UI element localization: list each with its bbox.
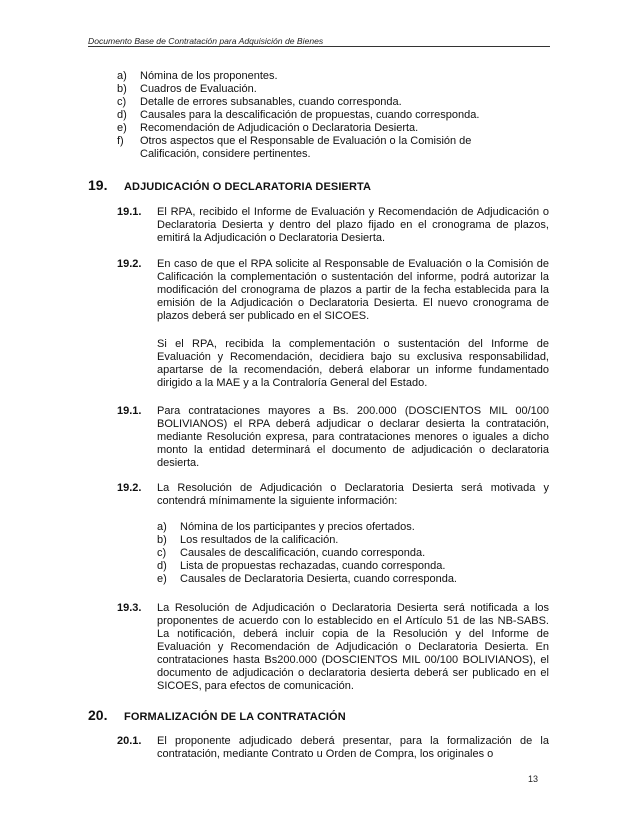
- list-item: [157, 547, 549, 560]
- clause-number: 19.1.: [117, 206, 142, 218]
- page-header: Documento Base de Contratación para Adquisición de Bienes: [88, 36, 324, 46]
- section-heading: [88, 177, 371, 193]
- list-text: Causales de descalificación, cuando corresponda.: [180, 547, 426, 559]
- clause-text: En caso de que el RPA solicite al Responsable de Evaluación o la Comisión de Calificación la complementación o sustentación del informe, podrá autorizar la modificación del cronograma de plazos a partir de la fecha establecida para la emisión de la Adjudicación o Declaratoria Desierta. El nuevo cronograma de plazos deberá ser publicado en el SICOES.: [157, 258, 549, 322]
- list-text: Causales para la descalificación de propuestas, cuando corresponda.: [140, 109, 480, 121]
- clause-number: 19.2.: [117, 482, 142, 494]
- list-item: [117, 122, 549, 135]
- list-letter: e): [157, 573, 167, 585]
- list-letter: b): [157, 534, 167, 546]
- section-title: ADJUDICACIÓN O DECLARATORIA DESIERTA: [124, 181, 372, 193]
- list-item: [117, 109, 549, 122]
- resolution-content-list: [157, 521, 549, 586]
- list-letter: e): [117, 122, 127, 134]
- list-item: [117, 83, 549, 96]
- header-rule: [88, 46, 550, 47]
- clause-number: 19.3.: [117, 602, 142, 614]
- list-text: Lista de propuestas rechazadas, cuando corresponda.: [180, 560, 446, 572]
- list-letter: a): [157, 521, 167, 533]
- page-number: 13: [528, 774, 539, 784]
- clause-text: El RPA, recibido el Informe de Evaluación y Recomendación de Adjudicación o Declaratoria Desierta y dentro del plazo fijado en el cronograma de plazos, emitirá la Adjudicación o Declaratoria Desierta.: [157, 206, 549, 244]
- list-item: [157, 573, 549, 586]
- list-text: Detalle de errores subsanables, cuando corresponda.: [140, 96, 402, 108]
- clause-number: 19.2.: [117, 258, 142, 270]
- clause-number: 20.1.: [117, 735, 142, 747]
- clause-number: 19.1.: [117, 405, 142, 417]
- clause-text: La Resolución de Adjudicación o Declaratoria Desierta será notificada a los proponentes de acuerdo con lo establecido en el Artículo 51 de las NB-SABS. La notificación, deberá incluir copia de la Resolución y del Informe de Evaluación y Recomendación de Adjudicación o Declaratoria Desierta. En contrataciones hasta Bs200.000 (DOSCIENTOS MIL 00/100 BOLIVIANOS), el documento de adjudicación o declaratoria desierta deberá ser publicado en el SICOES, para efectos de comunicación.: [157, 602, 549, 692]
- section-heading: [88, 707, 346, 723]
- clause-text: Para contrataciones mayores a Bs. 200.000 (DOSCIENTOS MIL 00/100 BOLIVIANOS) el RPA deberá adjudicar o declarar desierta la contratación, mediante Resolución expresa, para contrataciones menores o iguales a dicho monto la entidad determinará el documento de adjudicación o declaratoria desierta.: [157, 405, 549, 469]
- list-letter: d): [117, 109, 127, 121]
- evaluation-report-list: [117, 70, 549, 161]
- list-text: Los resultados de la calificación.: [180, 534, 339, 546]
- list-item: [157, 521, 549, 534]
- clause-continuation: Si el RPA, recibida la complementación o sustentación del Informe de Evaluación y Recomendación, decidiera bajo su exclusiva responsabilidad, apartarse de la recomendación, deberá elaborar un informe fundamentado dirigido a la MAE y a la Contraloría General del Estado.: [157, 338, 549, 389]
- list-letter: b): [117, 83, 127, 95]
- clause-paragraph: [117, 482, 549, 508]
- list-item: [117, 96, 549, 109]
- clause-text: El proponente adjudicado deberá presentar, para la formalización de la contratación, mediante Contrato u Orden de Compra, los originales o: [157, 735, 549, 760]
- list-letter: a): [117, 70, 127, 82]
- list-text: Recomendación de Adjudicación o Declaratoria Desierta.: [140, 122, 419, 134]
- list-letter: c): [117, 96, 127, 108]
- clause-paragraph: [117, 602, 549, 693]
- section-number: 20.: [88, 707, 108, 723]
- clause-paragraph: [117, 405, 549, 470]
- section-number: 19.: [88, 177, 108, 193]
- list-item: [117, 135, 549, 161]
- clause-paragraph: [117, 206, 549, 245]
- clause-paragraph: [117, 735, 549, 761]
- clause-text: La Resolución de Adjudicación o Declaratoria Desierta será motivada y contendrá mínimamente la siguiente información:: [157, 482, 549, 507]
- clause-paragraph: [117, 258, 549, 323]
- list-item: [157, 560, 549, 573]
- list-letter: c): [157, 547, 167, 559]
- list-letter: f): [117, 135, 124, 147]
- list-text: Nómina de los participantes y precios ofertados.: [180, 521, 415, 533]
- section-title: FORMALIZACIÓN DE LA CONTRATACIÓN: [124, 711, 346, 723]
- list-item: [157, 534, 549, 547]
- list-item: [117, 70, 549, 83]
- list-text: Causales de Declaratoria Desierta, cuando corresponda.: [180, 573, 457, 585]
- list-letter: d): [157, 560, 167, 572]
- list-text: Cuadros de Evaluación.: [140, 83, 257, 95]
- list-text: Nómina de los proponentes.: [140, 70, 278, 82]
- list-text: Otros aspectos que el Responsable de Evaluación o la Comisión de Calificación, considere pertinentes.: [140, 135, 472, 160]
